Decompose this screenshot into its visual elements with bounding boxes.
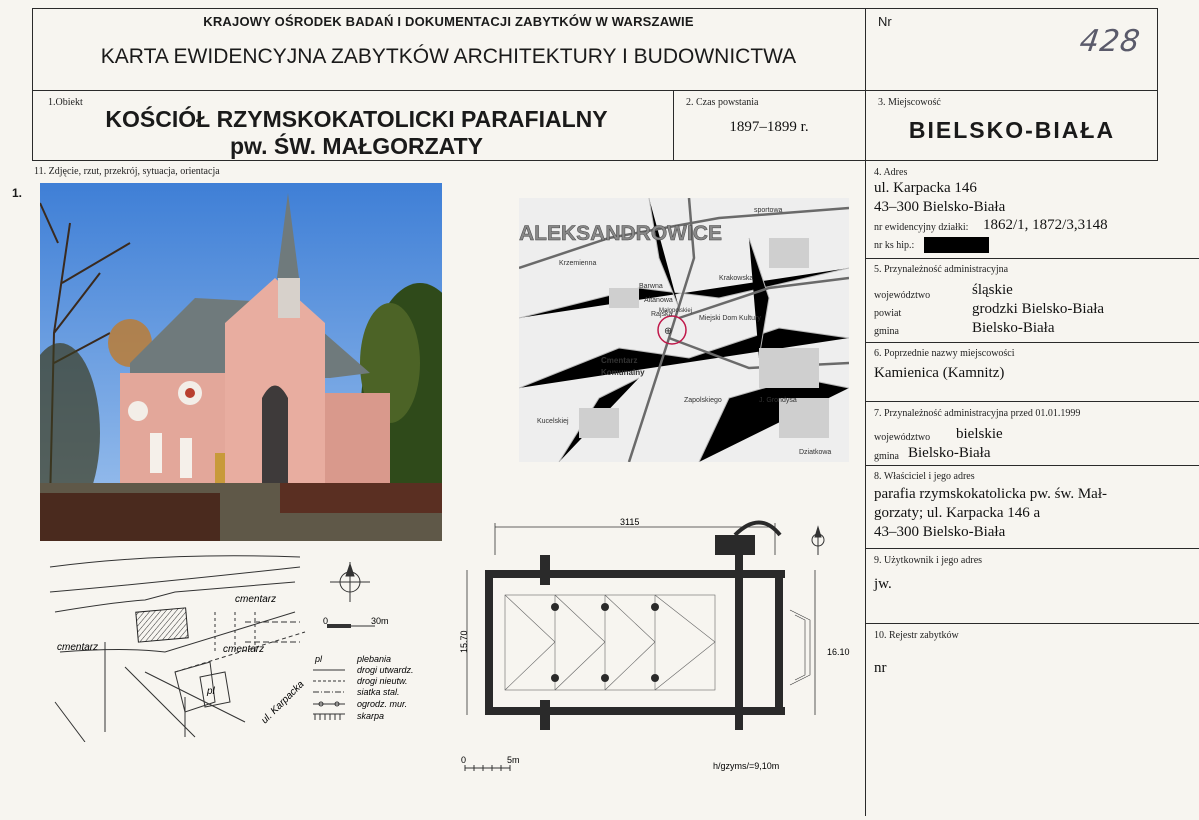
site-cmentarz-label: cmentarz — [235, 594, 277, 605]
gmina-label: gmina — [874, 326, 899, 337]
map-street-label: Kucelskiej — [537, 418, 569, 425]
map-street-label: Rajska — [651, 311, 673, 318]
legend-text: siatka stal. — [357, 687, 400, 697]
header-bottom-border — [32, 90, 1158, 91]
site-legend — [313, 654, 414, 721]
przed1999-gmina-label: gmina — [874, 451, 899, 462]
plan-height-note: h/gzyms/=9,10m — [713, 761, 780, 771]
location-map — [519, 198, 849, 462]
plan-width-right: 16.10 — [827, 647, 850, 657]
plan-width-left: 15.70 — [459, 630, 469, 653]
zdjecie-label: 11. Zdjęcie, rzut, przekrój, sytuacja, orientacja — [34, 166, 220, 177]
institution-name: KRAJOWY OŚRODEK BADAŃ I DOKUMENTACJI ZABYTKÓW W WARSZAWIE — [203, 14, 694, 29]
obiekt-line1: KOŚCIÓŁ RZYMSKOKATOLICKI PARAFIALNY — [105, 106, 608, 132]
plan-scale-bar — [461, 755, 520, 771]
map-district: ALEKSANDROWICE — [519, 222, 722, 245]
site-scale-zero: 0 — [323, 616, 329, 626]
przed1999-label: 7. Przynależność administracyjna przed 01.01.1999 — [874, 408, 1081, 419]
przynaleznosc-label: 5. Przynależność administracyjna — [874, 264, 1009, 275]
sep-8-9 — [865, 548, 1199, 549]
wlasciciel-label: 8. Właściciel i jego adres — [874, 471, 975, 482]
row1-bottom-border — [32, 160, 1158, 161]
kw-redacted-box — [924, 237, 989, 253]
site-north-arrow — [330, 562, 370, 602]
obiekt-line2: pw. ŚW. MAŁGORZATY — [230, 133, 483, 159]
map-street-label: J. Grondysa — [759, 397, 797, 404]
plan-scale-value: 5m — [507, 755, 520, 765]
site-scale-value: 30m — [371, 616, 389, 626]
uzytkownik-value: jw. — [874, 576, 892, 592]
sep-7-8 — [865, 465, 1199, 466]
powiat-label: powiat — [874, 308, 902, 319]
map-street-label: sportowa — [754, 207, 783, 214]
plan-length-dim: 3115 — [620, 517, 640, 527]
map-street-label: Dziatkowa — [799, 449, 832, 456]
sep-6-7 — [865, 401, 1199, 402]
adres-line1: ul. Karpacka 146 — [874, 180, 977, 196]
sep-4-5 — [865, 258, 1199, 259]
site-pl-label: pl — [207, 686, 215, 697]
dzialki-value: 1862/1, 1872/3,3148 — [983, 217, 1108, 233]
legend-text: plebania — [357, 654, 392, 664]
nr-handwritten-value: 428 — [1077, 24, 1143, 59]
rejestr-label: 10. Rejestr zabytków — [874, 630, 959, 641]
adres-label: 4. Adres — [874, 167, 908, 178]
outer-left-border — [32, 8, 33, 161]
map-street-label: Zapolskiego — [684, 397, 722, 404]
site-cmentarz-label: cmentarz — [223, 644, 265, 655]
woj-value: śląskie — [972, 282, 1013, 298]
svg-text:Komunalny: Komunalny — [601, 368, 645, 377]
uzytkownik-label: 9. Użytkownik i jego adres — [874, 555, 983, 566]
site-cmentarz-label: cmentarz — [57, 642, 99, 653]
floor-plan — [445, 515, 860, 780]
woj-label: województwo — [874, 290, 931, 301]
map-street-label: Altanowa — [644, 297, 673, 304]
church-photo — [40, 183, 442, 541]
outer-top-border — [32, 8, 1158, 9]
legend-text: drogi utwardz. — [357, 665, 414, 675]
wlasciciel-line1: parafia rzymskokatolicka pw. św. Mał- — [874, 486, 1107, 502]
czas-value: 1897–1899 r. — [729, 119, 809, 135]
powiat-value: grodzki Bielsko-Biała — [972, 301, 1105, 317]
wlasciciel-line2: gorzaty; ul. Karpacka 146 a — [874, 505, 1041, 521]
sep-5-6 — [865, 342, 1199, 343]
przed1999-woj-label: województwo — [874, 432, 931, 443]
nr-label: Nr — [878, 14, 892, 29]
poprzednie-value: Kamienica (Kamnitz) — [874, 365, 1005, 381]
site-scale-bar — [323, 616, 389, 628]
legend-text: ogrodz. mur. — [357, 699, 408, 709]
adres-line2: 43–300 Bielsko-Biała — [874, 199, 1006, 215]
site-plan — [45, 552, 455, 742]
kw-label: nr ks hip.: — [874, 240, 915, 251]
svg-text:⊕: ⊕ — [664, 326, 673, 337]
legend-text: drogi nieutw. — [357, 676, 408, 686]
site-street-label: ul. Karpacka — [259, 679, 307, 727]
map-street-label: Małopolskiej — [659, 308, 693, 314]
zdjecie-number: 1. — [12, 186, 23, 200]
dzialki-label: nr ewidencyjny działki: — [874, 222, 969, 233]
miejscowosc-label: 3. Miejscowość — [878, 97, 941, 108]
gmina-value: Bielsko-Biała — [972, 320, 1055, 336]
plan-north-arrow — [812, 527, 824, 555]
wlasciciel-line3: 43–300 Bielsko-Biała — [874, 524, 1006, 540]
przed1999-gmina-value: Bielsko-Biała — [908, 445, 991, 461]
przed1999-woj-value: bielskie — [956, 426, 1003, 442]
card-title: KARTA EWIDENCYJNA ZABYTKÓW ARCHITEKTURY I BUDOWNICTWA — [100, 45, 797, 68]
obiekt-label: 1.Obiekt — [48, 97, 83, 108]
map-street-label: Krzemienna — [559, 260, 597, 267]
sep-9-10 — [865, 623, 1199, 624]
plan-scale-zero: 0 — [461, 755, 467, 765]
czas-label: 2. Czas powstania — [686, 97, 759, 108]
poprzednie-label: 6. Poprzednie nazwy miejscowości — [874, 348, 1015, 359]
svg-text:Cmentarz: Cmentarz — [601, 356, 638, 365]
legend-text: skarpa — [357, 711, 385, 721]
map-street-label: Barwna — [639, 283, 663, 290]
map-street-label: Krakowska — [719, 275, 754, 282]
rejestr-value: nr — [874, 660, 887, 676]
legend-code: pl — [315, 654, 323, 664]
miejscowosc-value: BIELSKO-BIAŁA — [908, 117, 1116, 143]
map-street-label: Miejski Dom Kultury — [699, 315, 761, 322]
